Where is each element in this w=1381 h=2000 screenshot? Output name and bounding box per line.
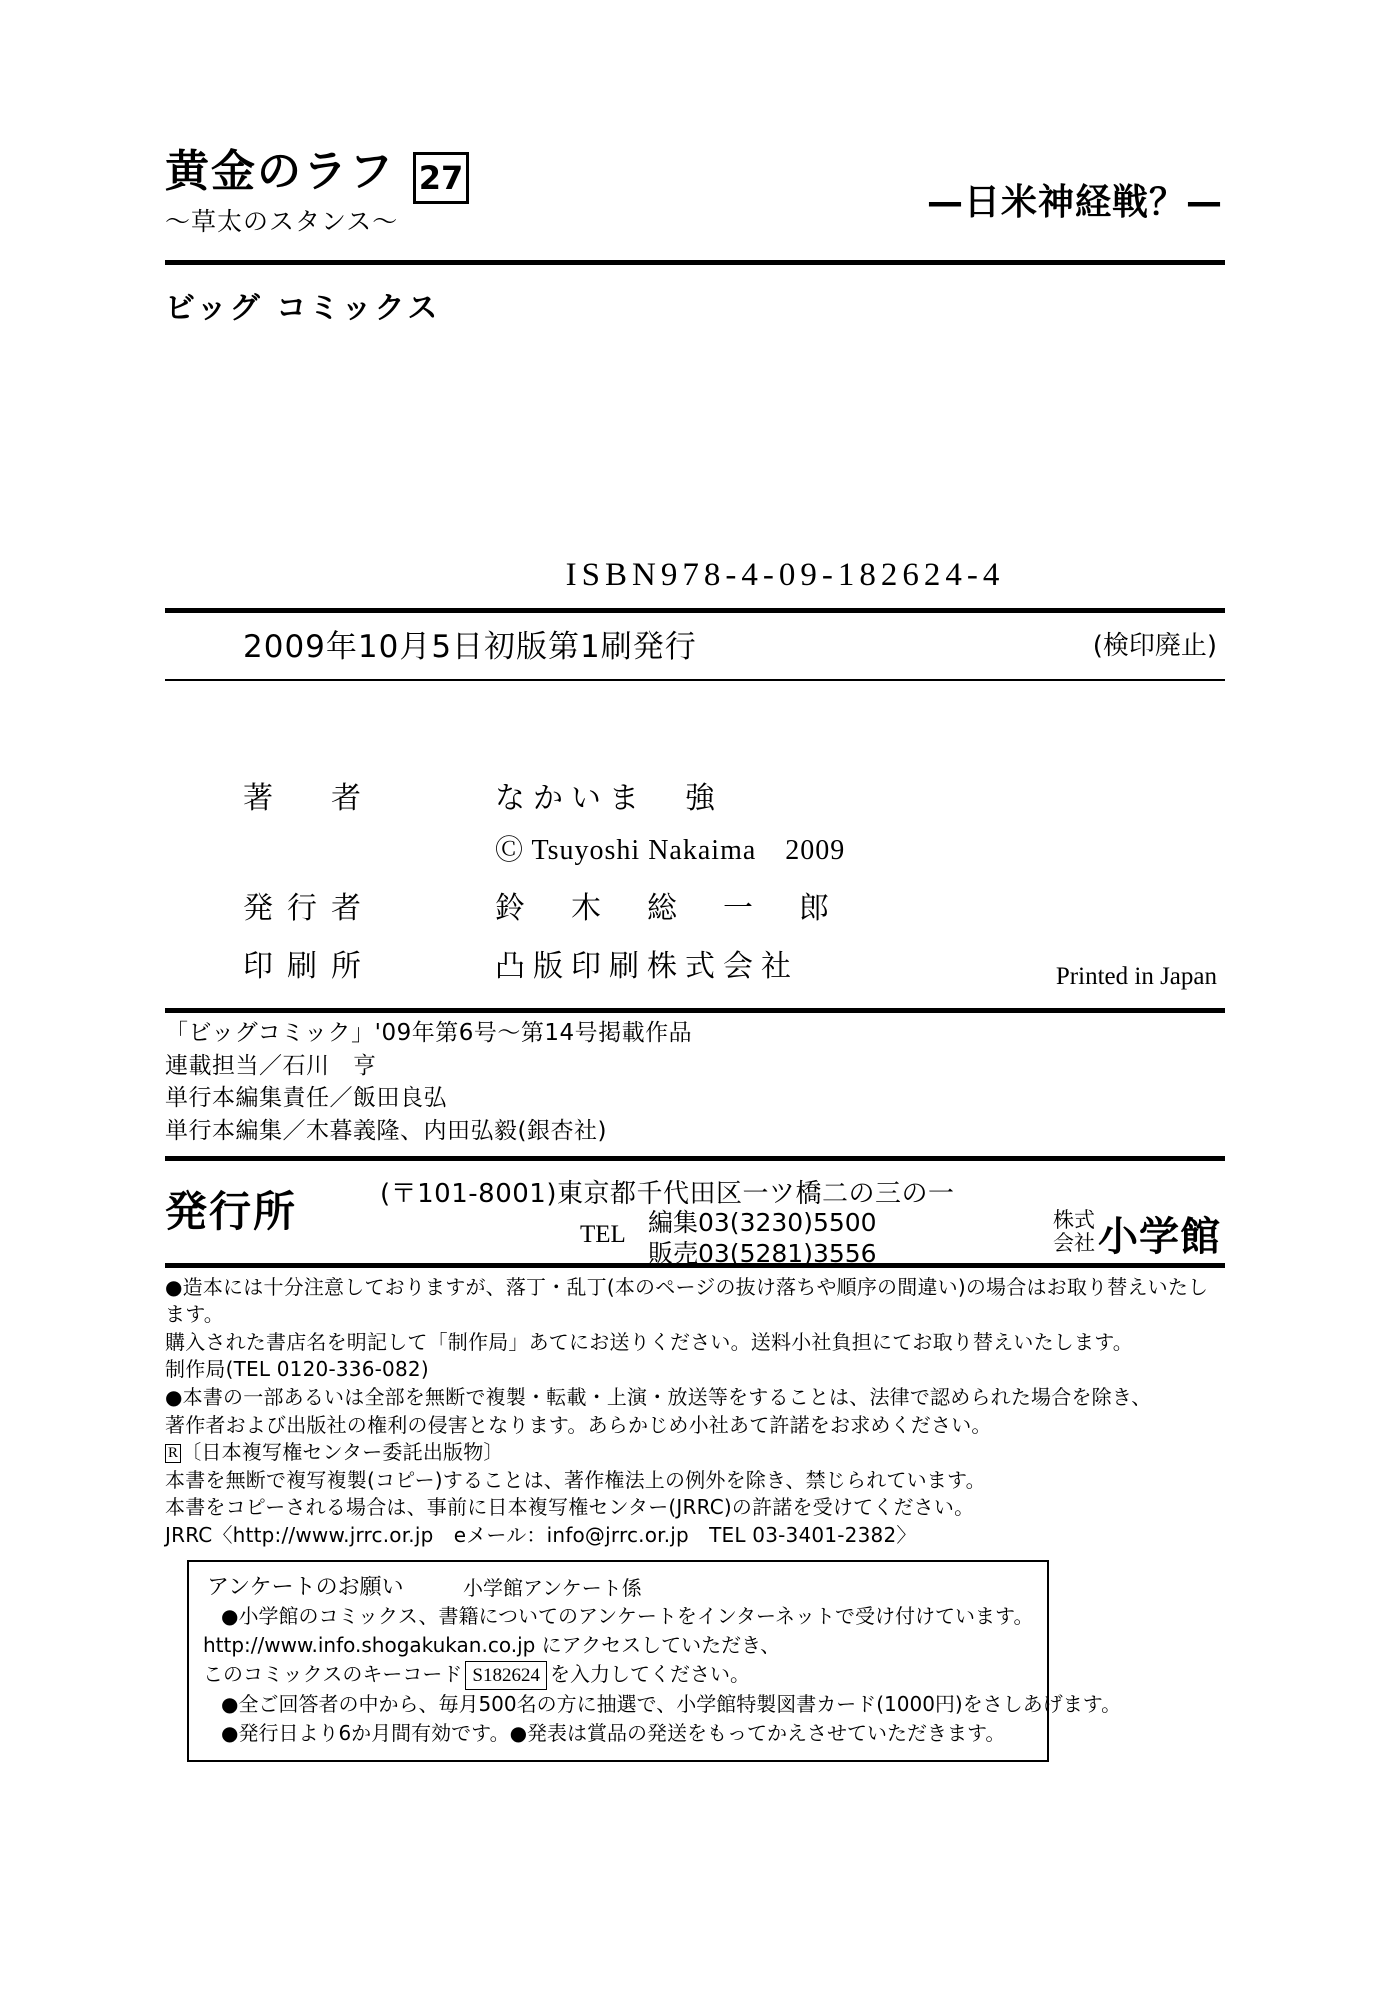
credit-value-author: なかいま 強 <box>495 781 723 816</box>
credits-block <box>165 773 1225 1008</box>
publisher-label: 発行所 <box>165 1186 298 1236</box>
colophon-sheet <box>165 146 1225 1762</box>
survey-line-4: ●発行日より6か月間有効です。●発表は賞品の発送をもってかえさせていただきます。 <box>221 1721 1006 1746</box>
isbn-area <box>165 557 1225 594</box>
survey-line-3: ●全ご回答者の中から、毎月500名の方に抽選で、小学館特製図書カード(1000円)をさしあげます。 <box>221 1692 1122 1717</box>
survey-title: アンケートのお願い <box>207 1574 404 1600</box>
kenin-note: (検印廃止) <box>1092 631 1217 661</box>
credit-value-printer: 凸版印刷株式会社 <box>495 949 799 984</box>
legal-line-7: 本書を無断で複写複製(コピー)することは、著作権法上の例外を除き、禁じられています。 <box>165 1467 986 1492</box>
divider-isbn <box>165 608 1225 613</box>
imprint-label: ビッグ コミックス <box>165 291 441 326</box>
divider-notes <box>165 1156 1225 1161</box>
publication-row <box>165 621 1225 679</box>
isbn-number: ISBN978-4-09-182624-4 <box>565 557 1005 593</box>
note-line-4: 単行本編集／木暮義隆、内田弘毅(銀杏社) <box>165 1117 607 1144</box>
legal-line-9: JRRC〈http://www.jrrc.or.jp eメール：info@jrrc.or.jp TEL 03-3401-2382〉 <box>165 1522 917 1547</box>
survey-keycode-prefix: このコミックスのキーコード <box>203 1661 463 1686</box>
legal-line-1: ●造本には十分注意しておりますが、落丁・乱丁(本のページの抜け落ちや順序の間違い)の場合はお取り替えいたします。 <box>165 1274 1209 1327</box>
volume-number: 27 <box>413 152 469 204</box>
survey-line-2: http://www.info.shogakukan.co.jp にアクセスしていただき、 <box>203 1632 781 1657</box>
note-line-3: 単行本編集責任／飯田良弘 <box>165 1085 447 1112</box>
legal-line-6-text: 〔日本複写権センター委託出版物〕 <box>181 1440 504 1465</box>
serialization-notes <box>165 1017 1225 1148</box>
survey-header <box>203 1572 1033 1602</box>
survey-box <box>187 1560 1122 1763</box>
note-line-1: 「ビッグコミック」'09年第6号〜第14号掲載作品 <box>165 1020 693 1046</box>
legal-line-8: 本書をコピーされる場合は、事前に日本複写権センター(JRRC)の許諾を受けてください。 <box>165 1495 975 1520</box>
reproduction-rights-icon: R <box>165 1444 181 1463</box>
legal-line-3: 制作局(TEL 0120-336-082) <box>165 1357 429 1382</box>
series-subtitle: 〜草太のスタンス〜 <box>165 207 399 236</box>
legal-line-4: ●本書の一部あるいは全部を無断で複製・転載・上演・放送等をすることは、法律で認められた場合を除き、 <box>165 1385 1152 1409</box>
survey-line-1: ●小学館のコミックス、書籍についてのアンケートをインターネットで受け付けています。 <box>221 1603 1034 1628</box>
legal-line-6 <box>165 1439 1225 1467</box>
publisher-name: 小学館 <box>1098 1213 1221 1260</box>
series-title: 黄金のラフ <box>165 146 395 197</box>
legal-line-2: 購入された書店名を明記して「制作局」あてにお送りください。送料小社負担にてお取り替えいたします。 <box>165 1329 1133 1354</box>
legal-notice <box>165 1274 1225 1550</box>
credit-value-publisher: 鈴 木 総 一 郎 <box>495 891 837 926</box>
tel-numbers <box>648 1207 877 1270</box>
kabushiki-gaisha-label: 株式 会社 <box>1053 1207 1095 1255</box>
survey-keycode-value: S182624 <box>465 1661 547 1691</box>
tel-editorial: 編集03(3230)5500 <box>648 1207 877 1237</box>
note-line-2: 連載担当／石川 亨 <box>165 1052 377 1079</box>
tel-label: TEL <box>580 1220 626 1248</box>
credit-label-author: 著 者 <box>243 781 375 816</box>
divider-pubdate <box>165 679 1225 681</box>
credit-label-publisher: 発行者 <box>243 891 375 926</box>
publisher-block <box>165 1167 1225 1268</box>
publication-date: 2009年10月5日初版第1刷発行 <box>243 629 697 665</box>
divider-title <box>165 260 1225 265</box>
printed-in-japan: Printed in Japan <box>1055 963 1217 990</box>
tel-sales: 販売03(5281)3556 <box>648 1238 877 1268</box>
divider-credits <box>165 1008 1225 1013</box>
title-block <box>165 146 1225 260</box>
episode-title: —日米神経戦？— <box>926 182 1223 223</box>
survey-keycode-line <box>203 1660 1033 1691</box>
legal-line-5: 著作者および出版社の権利の侵害となります。あらかじめ小社あて許諾をお求めください。 <box>165 1412 992 1437</box>
publisher-address: (〒101-8001)東京都千代田区一ツ橋二の三の一 <box>380 1178 955 1209</box>
credit-label-printer: 印刷所 <box>243 949 375 984</box>
copyright-line: Ⓒ Tsuyoshi Nakaima 2009 <box>495 835 846 866</box>
survey-keycode-suffix: を入力してください。 <box>549 1661 750 1686</box>
survey-body <box>203 1602 1122 1749</box>
survey-department: 小学館アンケート係 <box>463 1575 642 1600</box>
